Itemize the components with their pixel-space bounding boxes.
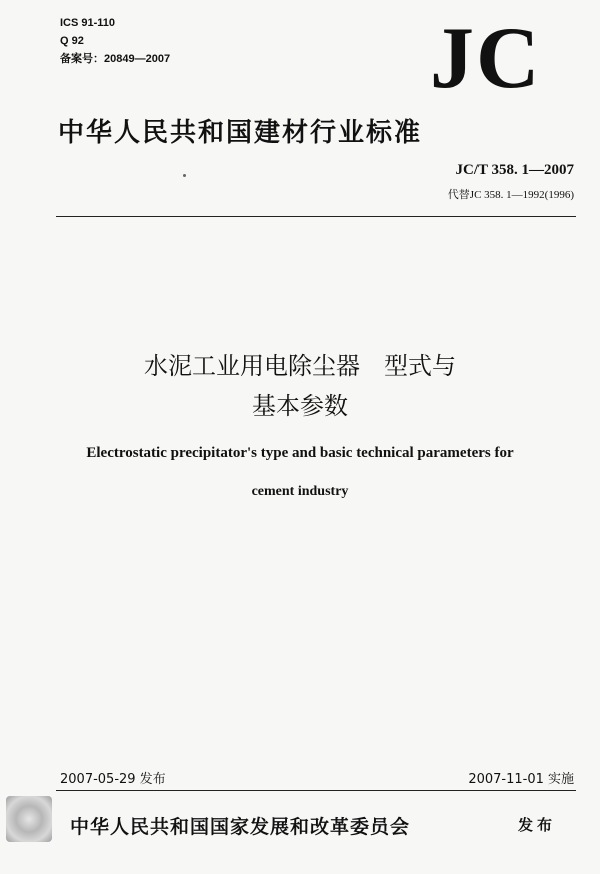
issue-date: 2007-05-29 发布 (60, 772, 166, 787)
replaced-standard: 代替JC 358. 1—1992(1996) (447, 189, 574, 201)
english-title-line1: Electrostatic precipitator's type and basic technical parameters for (86, 445, 514, 461)
header-divider (56, 216, 576, 217)
chinese-title (0, 346, 600, 426)
implementation-date: 2007-11-01 实施 (468, 772, 574, 787)
filing-number: 备案号：20849—2007 (60, 53, 171, 65)
jc-logo: JC (430, 10, 542, 107)
publisher-name: 中华人民共和国国家发展和改革委员会 (70, 816, 411, 838)
organization-title: 中华人民共和国建材行业标准 (58, 118, 423, 148)
hologram-seal-icon (6, 796, 52, 842)
ics-code: ICS 91-110 (60, 17, 116, 29)
chinese-title-line1: 水泥工业用电除尘器 型式与 (144, 352, 456, 380)
english-title-line2: cement industry (251, 484, 349, 499)
q-code: Q 92 (60, 35, 84, 47)
speck-mark (183, 174, 186, 177)
chinese-title-line2: 基本参数 (252, 392, 348, 420)
publish-label: 发布 (518, 816, 557, 834)
footer-divider (56, 790, 576, 791)
classification-block (60, 14, 170, 68)
standard-number: JC/T 358. 1—2007 (455, 162, 574, 178)
